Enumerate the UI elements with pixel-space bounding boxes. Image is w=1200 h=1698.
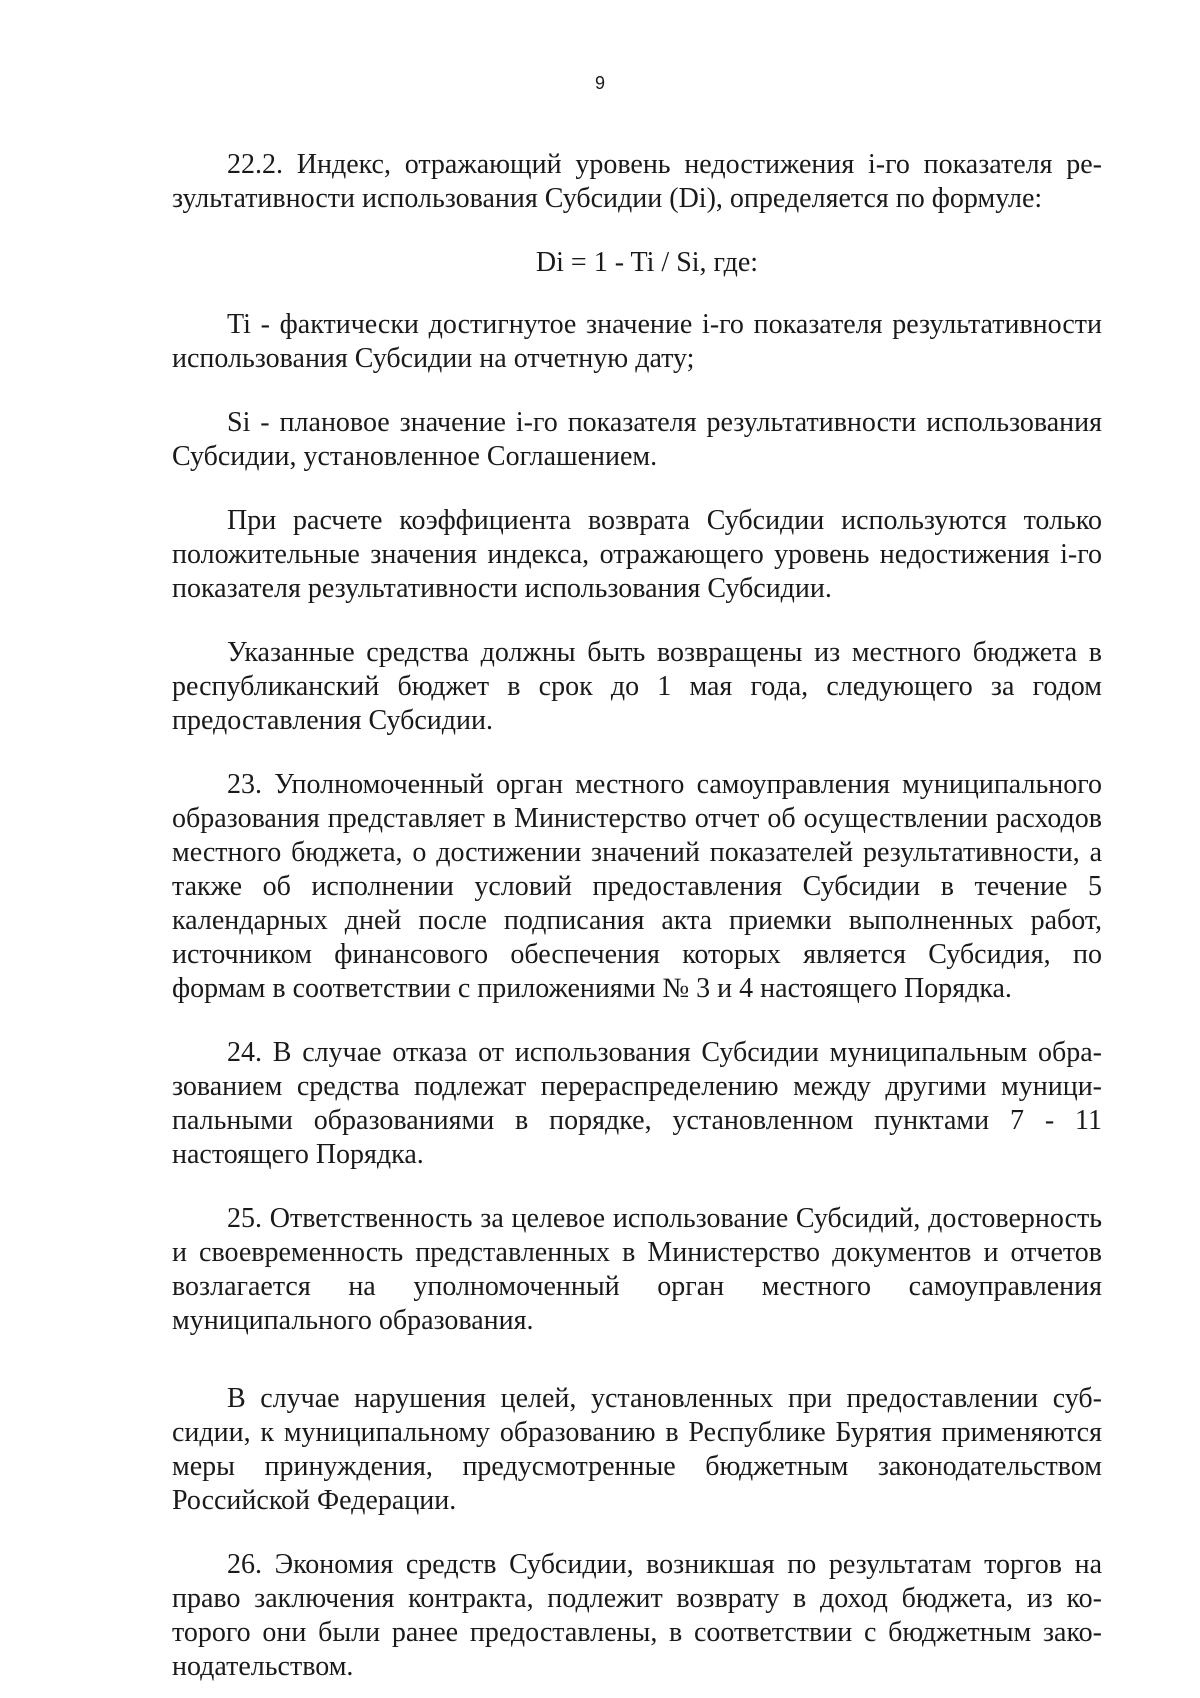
paragraph-26: 26. Экономия средств Субсидии, возникшая по результатам торгов на право заключения контракта, подлежит возврату в доход бюджета, из которого они были ранее предоставлены, в соответствии с бюджетным законодательством. [172,1549,1102,1682]
paragraph-25: 25. Ответственность за целевое использование Субсидий, достоверность и своевременность представленных в Министерство документов и отчетов возлагается на уполномоченный орган местного самоуправления муниципального образования. [172,1203,1102,1336]
paragraph-22-2: 22.2. Индекс, отражающий уровень недостижения i-го показателя результативности использования Субсидии (Di), определяется по формуле: [172,149,1102,214]
page-number: 9 [594,73,605,93]
formula-di: Di = 1 - Ti / Si, где: [535,247,759,278]
paragraph-violation-measures: В случае нарушения целей, установленных при предоставлении субсидии, к муниципальному образованию в Республике Бурятия применяются меры принуждения, предусмотренные бюджетным законодательством Российской Федерации. [172,1383,1102,1516]
paragraph-return-funds: Указанные средства должны быть возвращены из местного бюджета в республиканский бюджет в срок до 1 мая года, следующего за годом предоставления Субсидии. [172,637,1102,736]
paragraph-si-definition: Si - плановое значение i-го показателя результативности использования Субсидии, установленное Соглашением. [172,407,1102,472]
document-body [172,148,1102,1684]
paragraph-23: 23. Уполномоченный орган местного самоуправления муниципального образования представляет в Министерство отчет об осуществлении расходов местного бюджета, о достижении значений показателей результативности, а также об исполнении условий предоставления Субсидии в течение 5 календарных дней после подписания акта приемки выполненных работ, источником финансового обеспечения которых является Субсидия, по формам в соответствии с приложениями № 3 и 4 настоящего Порядка. [172,769,1102,1004]
paragraph-24: 24. В случае отказа от использования Субсидии муниципальным образованием средства подлежат перераспределению между другими муниципальными образованиями в порядке, установленном пунктами 7 - 11 настоящего Порядка. [172,1037,1102,1170]
paragraph-ti-definition: Ti - фактически достигнутое значение i-го показателя результативности использования Субсидии на отчетную дату; [172,309,1102,374]
paragraph-positive-values: При расчете коэффициента возврата Субсидии используются только положительные значения индекса, отражающего уровень недостижения i-го показателя результативности использования Субсидии. [172,505,1102,604]
